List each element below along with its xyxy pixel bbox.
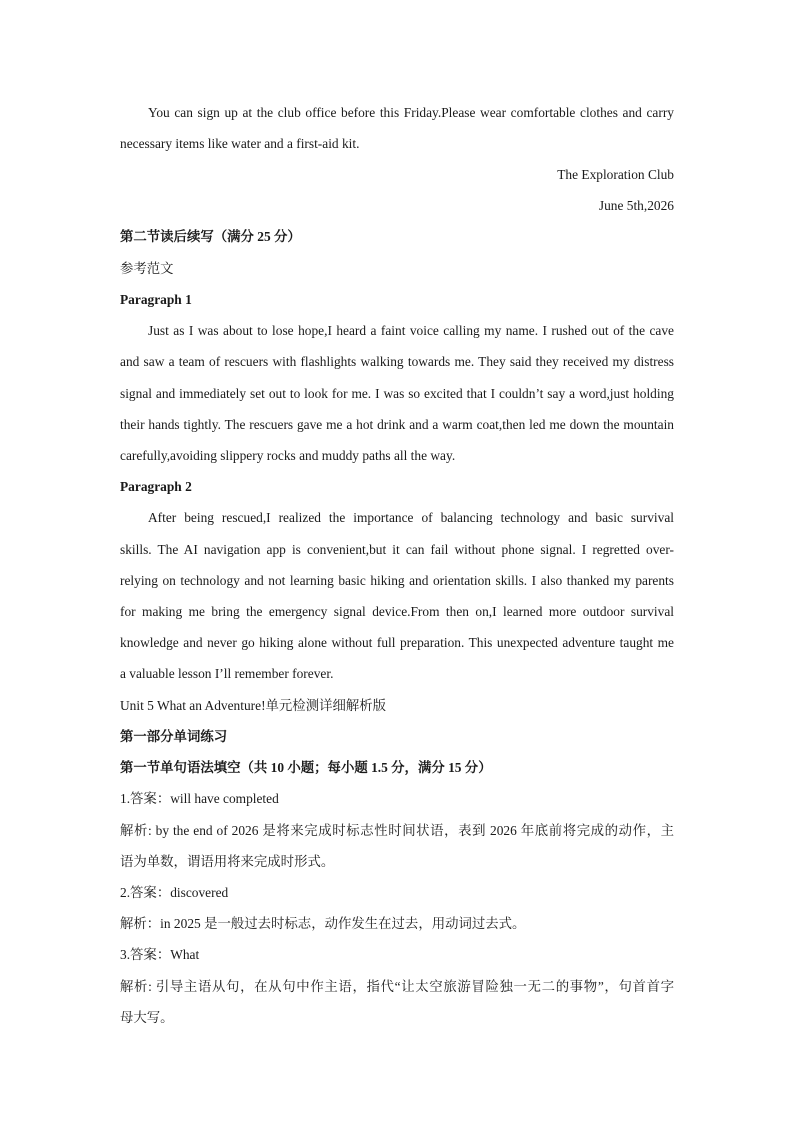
p1-line: Just as I was about to lose hope,I heard a faint voice calling my name. I rushed out of the cave	[148, 323, 674, 338]
p1-line: their hands tightly. The rescuers gave me a hot drink and a warm coat,then led me down the mountain	[120, 417, 674, 432]
p2-line: a valuable lesson I’ll remember forever.	[120, 666, 334, 681]
answer-2: 2.答案：discovered	[120, 885, 229, 900]
p2-line: knowledge and never go hiking alone without full preparation. This unexpected adventure taught me	[120, 635, 674, 650]
explanation-2: 解析：in 2025 是一般过去时标志，动作发生在过去，用动词过去式。	[120, 916, 526, 931]
explanation-1-line-2: 语为单数，谓语用将来完成时形式。	[120, 854, 335, 869]
answer-3: 3.答案：What	[120, 947, 200, 962]
p2-line: relying on technology and not learning basic hiking and orientation skills. I also thanked my parents	[120, 573, 674, 588]
p2-line: After being rescued,I realized the importance of balancing technology and basic survival	[148, 510, 674, 525]
sample-essay-label: 参考范文	[120, 261, 174, 276]
p2-line: for making me bring the emergency signal device.From then on,I learned more outdoor survival	[120, 604, 674, 619]
p1-line: carefully,avoiding slippery rocks and muddy paths all the way.	[120, 448, 456, 463]
analysis-title: Unit 5 What an Adventure!单元检测详细解析版	[120, 698, 387, 713]
explanation-1-line-1: 解析: by the end of 2026 是将来完成时标志性时间状语，表到 2026 年底前将完成的动作，主	[120, 823, 674, 838]
notice-date: June 5th,2026	[598, 198, 674, 213]
p1-line: and saw a team of rescuers with flashlights walking towards me. They said they received my distress	[120, 354, 674, 369]
notice-line-2: necessary items like water and a first-aid kit.	[120, 136, 360, 151]
explanation-3-line-1: 解析: 引导主语从句，在从句中作主语，指代“让太空旅游冒险独一无二的事物”，句首首字	[120, 979, 674, 994]
answer-1: 1.答案：will have completed	[120, 791, 279, 806]
part1-heading: 第一部分单词练习	[120, 729, 228, 744]
p2-line: skills. The AI navigation app is convenient,but it can fail without phone signal. I regretted over-	[120, 542, 674, 557]
section2-heading: 第二节读后续写（满分 25 分）	[120, 229, 301, 244]
paragraph1-label: Paragraph 1	[120, 292, 192, 307]
notice-signature: The Exploration Club	[557, 167, 674, 182]
notice-line-1: You can sign up at the club office before this Friday.Please wear comfortable clothes and carry	[148, 105, 674, 120]
paragraph2-label: Paragraph 2	[120, 479, 192, 494]
p1-line: signal and immediately set out to look for me. I was so excited that I couldn’t say a word,just holding	[120, 386, 674, 401]
section1-heading: 第一节单句语法填空（共 10 小题；每小题 1.5 分，满分 15 分）	[120, 760, 492, 775]
explanation-3-line-2: 母大写。	[120, 1010, 174, 1025]
